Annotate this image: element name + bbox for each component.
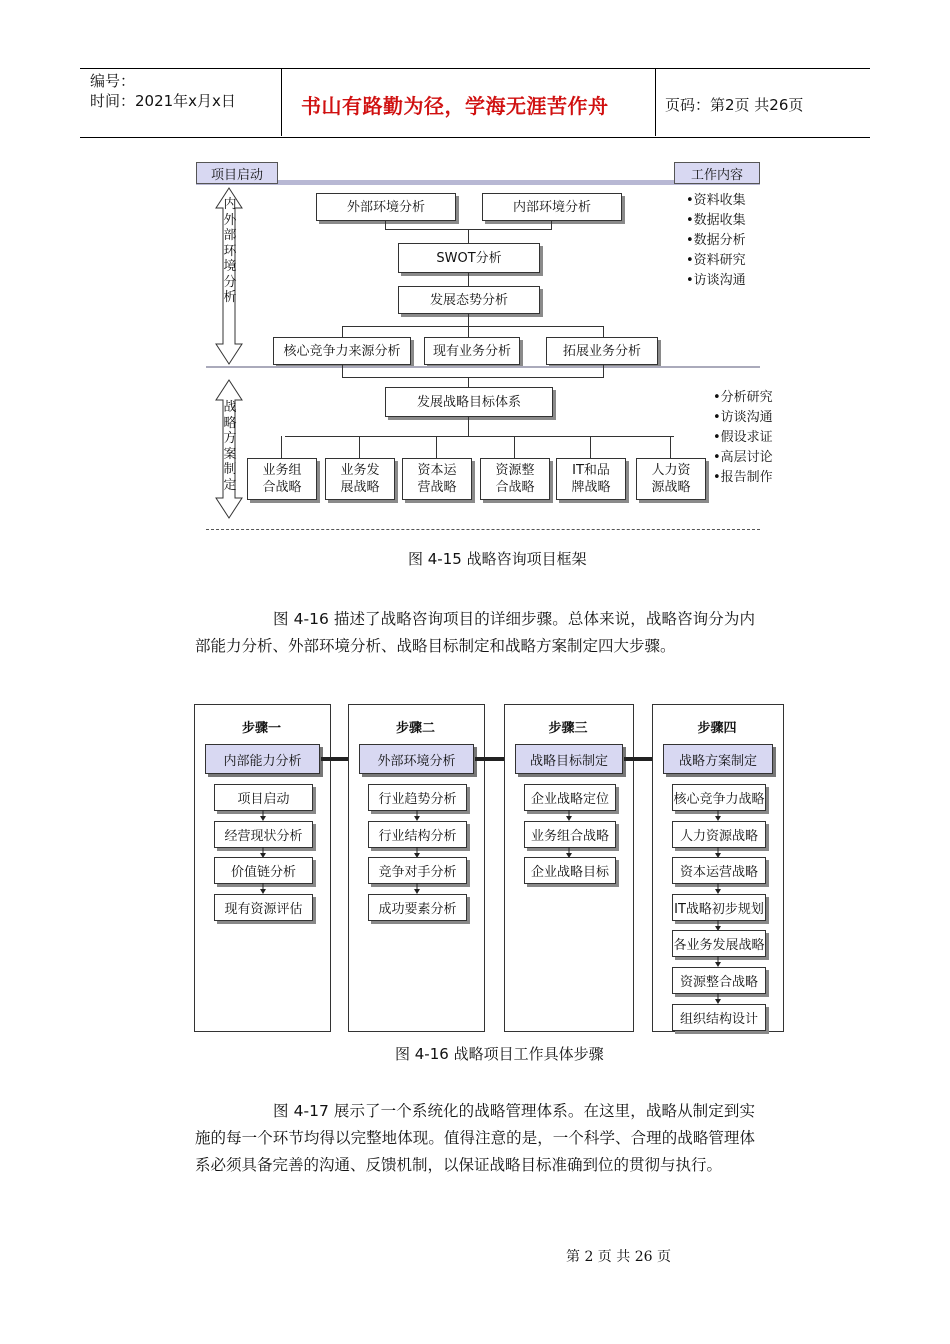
step-head-box: 战略目标制定 xyxy=(515,744,623,774)
step-item: 人力资源战略 xyxy=(672,821,766,848)
strategy-line1: IT和品 xyxy=(572,463,610,478)
step-item: 项目启动 xyxy=(214,784,313,811)
strategy-box xyxy=(325,458,395,500)
step-item: 业务组合战略 xyxy=(524,821,616,848)
step-head-box: 战略方案制定 xyxy=(663,744,773,774)
work-list-1 xyxy=(686,191,746,291)
strategy-box xyxy=(402,458,472,500)
step-item: 资源整合战略 xyxy=(672,967,766,994)
strategy-box xyxy=(480,458,550,500)
step-item: 价值链分析 xyxy=(214,857,313,884)
expand-business-box: 拓展业务分析 xyxy=(546,337,658,365)
step-title: 步骤四 xyxy=(697,721,737,736)
page-label: 页码：第2页 共26页 xyxy=(665,96,804,114)
step-item: 组织结构设计 xyxy=(672,1004,766,1031)
swot-box: SWOT分析 xyxy=(398,243,540,273)
strategy-line2: 源战略 xyxy=(651,480,691,495)
strategy-box xyxy=(247,458,317,500)
strategy-line1: 业务组 xyxy=(262,463,302,478)
step-item: 竞争对手分析 xyxy=(368,857,467,884)
paragraph: 图 4-17 展示了一个系统化的战略管理体系。在这里，战略从制定到实施的每一个环节均得以完整地体现。值得注意的是，一个科学、合理的战略管理体系必须具备完善的沟通、反馈机制，以保证战略目标准确到位的贯彻与执行。 xyxy=(195,1102,755,1174)
step-item: 成功要素分析 xyxy=(368,894,467,921)
work-item: •假设求证 xyxy=(713,430,773,445)
step-title: 步骤一 xyxy=(241,721,281,736)
step-head-box: 内部能力分析 xyxy=(205,744,320,774)
time-label: 时间：2021年x月x日 xyxy=(90,92,236,110)
number-label: 编号： xyxy=(90,72,136,90)
strategy-line2: 合战略 xyxy=(495,480,535,495)
step-item: 行业结构分析 xyxy=(368,821,467,848)
step-item: 企业战略目标 xyxy=(524,857,616,884)
strategy-line2: 展战略 xyxy=(340,480,380,495)
step-item: 企业战略定位 xyxy=(524,784,616,811)
work-item: •资料研究 xyxy=(686,253,746,268)
existing-business-box: 现有业务分析 xyxy=(424,337,520,365)
trend-box: 发展态势分析 xyxy=(398,286,540,314)
work-item: •分析研究 xyxy=(713,390,773,405)
strategy-line2: 营战略 xyxy=(417,480,457,495)
bottom-dashed-line xyxy=(206,529,760,530)
strategy-line1: 业务发 xyxy=(340,463,380,478)
strategy-line2: 合战略 xyxy=(262,480,302,495)
work-item: •访谈沟通 xyxy=(686,273,746,288)
step-title: 步骤三 xyxy=(548,721,588,736)
step-head-box: 外部环境分析 xyxy=(359,744,474,774)
work-content-label: 工作内容 xyxy=(674,162,760,184)
strategy-box xyxy=(636,458,706,500)
work-item: •资料收集 xyxy=(686,193,746,208)
work-item: •高层讨论 xyxy=(713,450,773,465)
figure-caption: 图 4-15 战略咨询项目框架 xyxy=(408,550,587,568)
work-item: •数据分析 xyxy=(686,233,746,248)
start-label: 项目启动 xyxy=(196,162,278,184)
phase-separator xyxy=(206,366,760,368)
phase2-label: 战略方案制定 xyxy=(223,400,237,493)
header-divider xyxy=(281,68,282,136)
step-item: 现有资源评估 xyxy=(214,894,313,921)
strategy-line2: 牌战略 xyxy=(571,480,611,495)
phase1-label: 内外部环境分析 xyxy=(223,197,237,305)
page-footer: 第 2 页 共 26 页 xyxy=(566,1249,671,1265)
external-analysis-box: 外部环境分析 xyxy=(316,193,456,221)
strategy-line1: 资源整 xyxy=(495,463,535,478)
work-item: •报告制作 xyxy=(713,470,773,485)
step-item: 行业趋势分析 xyxy=(368,784,467,811)
header-motto: 书山有路勤为径，学海无涯苦作舟 xyxy=(301,94,609,118)
work-list-2 xyxy=(713,388,773,488)
strategy-line1: 人力资 xyxy=(651,463,691,478)
internal-analysis-box: 内部环境分析 xyxy=(482,193,622,221)
step-item: 核心竞争力战略 xyxy=(672,784,766,811)
header-divider xyxy=(655,68,656,136)
step-item: 各业务发展战略 xyxy=(672,930,766,957)
figure-caption: 图 4-16 战略项目工作具体步骤 xyxy=(395,1045,604,1063)
step-item: 经营现状分析 xyxy=(214,821,313,848)
paragraph: 图 4-16 描述了战略咨询项目的详细步骤。总体来说，战略咨询分为内部能力分析、外部环境分析、战略目标制定和战略方案制定四大步骤。 xyxy=(195,610,755,655)
strategy-line1: 资本运 xyxy=(417,463,457,478)
step-item: 资本运营战略 xyxy=(672,857,766,884)
work-item: •访谈沟通 xyxy=(713,410,773,425)
goal-system-box: 发展战略目标体系 xyxy=(385,387,553,417)
core-competence-box: 核心竞争力来源分析 xyxy=(273,337,411,365)
step-item: IT战略初步规划 xyxy=(672,894,766,921)
step-title: 步骤二 xyxy=(395,721,435,736)
work-item: •数据收集 xyxy=(686,213,746,228)
strategy-box xyxy=(556,458,626,500)
